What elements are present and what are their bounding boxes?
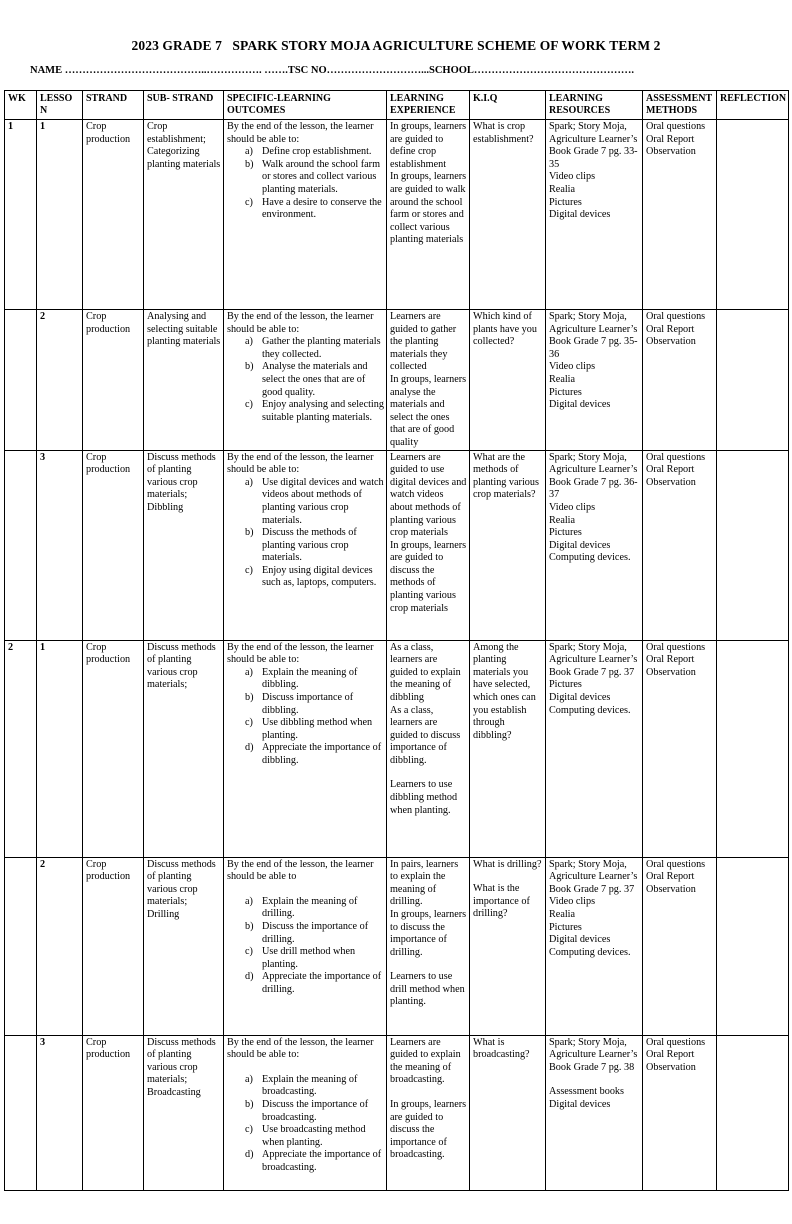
kiq-cell: [470, 1035, 546, 1190]
outcomes-list: [227, 896, 384, 997]
spacer: [227, 1062, 384, 1074]
sub-strand-cell: Discuss methods of planting various crop materials;: [144, 640, 224, 857]
outcome-text: Use digital devices and watch videos about methods of planting various crop materials.: [262, 476, 384, 526]
outcome-marker: a): [245, 895, 253, 907]
week-cell: 1: [5, 120, 37, 310]
assessment-item: Oral questions: [646, 641, 706, 653]
outcomes-cell: [224, 640, 387, 857]
outcome-marker: c): [245, 399, 253, 411]
outcome-marker: d): [245, 1149, 254, 1161]
resource-item: Digital devices: [549, 934, 611, 946]
assessment-item: Oral questions: [646, 858, 706, 870]
lesson-cell: 3: [37, 1035, 83, 1190]
col-reflection: REFLECTION: [717, 91, 789, 120]
resource-item: Pictures: [549, 386, 582, 398]
week-cell: 2: [5, 640, 37, 857]
assessment-item: Oral Report: [646, 323, 695, 335]
sub-strand-cell: Discuss methods of planting various crop materials; Drilling: [144, 857, 224, 1035]
outcome-marker: b): [245, 691, 254, 703]
assessment-item: Oral Report: [646, 133, 695, 145]
assessment-item: Observation: [646, 883, 696, 895]
resource-item: Pictures: [549, 921, 582, 933]
assessment-cell: [643, 640, 717, 857]
experience-text: In groups, learners are guided to discuss the importance of broadcasting.: [390, 1098, 467, 1161]
spacer: [390, 767, 467, 779]
resource-item: Pictures: [549, 527, 582, 539]
outcome-marker: c): [245, 717, 253, 729]
resource-item: Digital devices: [549, 1098, 611, 1110]
outcome-marker: b): [245, 527, 254, 539]
experience-cell: [387, 450, 470, 640]
assessment-item: Observation: [646, 1061, 696, 1073]
outcome-item: [227, 667, 384, 692]
outcome-text: Walk around the school farm or stores and collect various planting materials.: [262, 158, 380, 195]
resource-item: Realia: [549, 514, 576, 526]
document-title: 2023 GRADE 7 SPARK STORY MOJA AGRICULTURE SCHEME OF WORK TERM 2: [131, 38, 661, 53]
resource-item: Video clips: [549, 171, 596, 183]
outcome-text: Analyse the materials and select the ones that are of good quality.: [262, 361, 368, 398]
experience-cell: [387, 310, 470, 451]
name-tsc-school-line: NAME …………………………………..……………. …….TSC NO………………………...SCHOOL……………………………………….: [30, 65, 635, 76]
resources-cell: [546, 450, 643, 640]
assessment-item: Oral questions: [646, 1036, 706, 1048]
outcome-text: Discuss the importance of drilling.: [262, 920, 369, 945]
resource-item: Pictures: [549, 679, 582, 691]
assessment-cell: [643, 857, 717, 1035]
experience-text: Learners are guided to use digital devices and watch videos about methods of planting various crop materials: [390, 451, 467, 539]
resource-item: Computing devices.: [549, 946, 631, 958]
outcomes-lead: By the end of the lesson, the learner should be able to: [227, 858, 374, 883]
experience-cell: [387, 857, 470, 1035]
outcome-marker: a): [245, 1073, 253, 1085]
resource-item: Digital devices: [549, 399, 611, 411]
outcome-text: Have a desire to conserve the environment.: [262, 196, 382, 221]
resources-cell: [546, 1035, 643, 1190]
experience-cell: [387, 640, 470, 857]
resource-item: Computing devices.: [549, 552, 631, 564]
outcome-item: [227, 946, 384, 971]
reflection-cell: [717, 310, 789, 451]
outcome-item: [227, 1149, 384, 1174]
outcome-marker: a): [245, 146, 253, 158]
col-wk: WK: [5, 91, 37, 120]
outcome-marker: b): [245, 920, 254, 932]
resource-item: Digital devices: [549, 539, 611, 551]
outcome-marker: c): [245, 564, 253, 576]
outcomes-lead: By the end of the lesson, the learner should be able to:: [227, 311, 374, 335]
week-cell: [5, 1035, 37, 1190]
lesson-cell: 1: [37, 640, 83, 857]
spacer: [549, 1074, 640, 1086]
resource-item: Video clips: [549, 501, 596, 513]
resource-item: Spark; Story Moja, Agriculture Learner’s Book Grade 7 pg. 36-37: [549, 451, 638, 501]
lesson-cell: 1: [37, 120, 83, 310]
kiq-text: Among the planting materials you have selected, which ones can you establish through dibbling?: [473, 641, 536, 741]
kiq-text: What is drilling?: [473, 858, 542, 870]
outcomes-lead: By the end of the lesson, the learner should be able to:: [227, 121, 374, 145]
outcome-text: Enjoy using digital devices such as, laptops, computers.: [262, 564, 377, 589]
kiq-text: Which kind of plants have you collected?: [473, 311, 537, 348]
reflection-cell: [717, 857, 789, 1035]
outcome-marker: a): [245, 476, 253, 488]
outcomes-cell: [224, 1035, 387, 1190]
resource-item: Spark; Story Moja, Agriculture Learner’s Book Grade 7 pg. 38: [549, 1036, 638, 1073]
resource-item: Spark; Story Moja, Agriculture Learner’s Book Grade 7 pg. 33-35: [549, 121, 638, 170]
reflection-cell: [717, 120, 789, 310]
resource-item: Digital devices: [549, 691, 611, 703]
sub-strand-cell: Discuss methods of planting various crop materials; Dibbling: [144, 450, 224, 640]
experience-cell: [387, 1035, 470, 1190]
kiq-cell: [470, 450, 546, 640]
outcome-marker: a): [245, 666, 253, 678]
resources-cell: [546, 120, 643, 310]
outcome-marker: d): [245, 742, 254, 754]
spacer: [227, 884, 384, 896]
experience-text: Learners are guided to explain the meaning of broadcasting.: [390, 1036, 461, 1086]
outcome-item: [227, 336, 384, 361]
assessment-item: Oral questions: [646, 311, 706, 322]
resource-item: Realia: [549, 908, 576, 920]
outcomes-cell: [224, 120, 387, 310]
col-strand: STRAND: [83, 91, 144, 120]
outcome-text: Gather the planting materials they collected.: [262, 336, 381, 360]
outcome-item: [227, 527, 384, 565]
outcome-item: [227, 146, 384, 159]
strand-cell: Crop production: [83, 857, 144, 1035]
outcomes-lead: By the end of the lesson, the learner should be able to:: [227, 451, 374, 476]
resources-cell: [546, 857, 643, 1035]
experience-text: In pairs, learners to explain the meaning of drilling.: [390, 858, 459, 908]
outcomes-cell: [224, 857, 387, 1035]
assessment-item: Observation: [646, 666, 696, 678]
resource-item: Spark; Story Moja, Agriculture Learner’s Book Grade 7 pg. 37: [549, 858, 638, 895]
outcome-marker: b): [245, 158, 254, 170]
experience-text: Learners are guided to gather the planting materials they collected: [390, 311, 457, 373]
kiq-cell: [470, 310, 546, 451]
kiq-text: What are the methods of planting various crop materials?: [473, 451, 539, 501]
outcome-item: [227, 1074, 384, 1099]
experience-text: In groups, learners analyse the materials and select the ones that are of good quality: [390, 373, 467, 448]
outcome-item: [227, 197, 384, 222]
reflection-cell: [717, 640, 789, 857]
outcome-text: Explain the meaning of dibbling.: [262, 666, 358, 691]
experience-text: In groups, learners to discuss the importance of drilling.: [390, 908, 467, 958]
spacer: [390, 959, 467, 971]
kiq-text: What is broadcasting?: [473, 1036, 530, 1061]
week-cell: [5, 857, 37, 1035]
outcome-item: [227, 1099, 384, 1124]
sub-strand-cell: Crop establishment; Categorizing planting materials: [144, 120, 224, 310]
outcome-item: [227, 361, 384, 399]
col-experience: LEARNING EXPERIENCE: [387, 91, 470, 120]
experience-text: As a class, learners are guided to discuss importance of dibbling.: [390, 704, 461, 766]
outcome-item: [227, 692, 384, 717]
kiq-cell: [470, 640, 546, 857]
col-resources: LEARNING RESOURCES: [546, 91, 643, 120]
outcome-text: Enjoy analysing and selecting suitable planting materials.: [262, 399, 384, 423]
outcome-text: Explain the meaning of drilling.: [262, 895, 358, 920]
kiq-text: What is crop establishment?: [473, 121, 534, 145]
col-outcomes: SPECIFIC-LEARNING OUTCOMES: [224, 91, 387, 120]
col-lesson: LESSO N: [37, 91, 83, 120]
resources-cell: [546, 310, 643, 451]
assessment-cell: [643, 120, 717, 310]
outcome-marker: c): [245, 196, 253, 208]
outcome-item: [227, 399, 384, 424]
outcomes-cell: [224, 310, 387, 451]
outcome-text: Use drill method when planting.: [262, 946, 356, 970]
outcome-text: Discuss importance of dibbling.: [262, 691, 354, 716]
outcomes-list: [227, 1074, 384, 1175]
outcome-marker: c): [245, 1124, 253, 1136]
assessment-item: Oral questions: [646, 451, 706, 463]
resources-cell: [546, 640, 643, 857]
resource-item: Video clips: [549, 361, 596, 373]
outcome-text: Use broadcasting method when planting.: [262, 1124, 366, 1148]
resource-item: Digital devices: [549, 209, 611, 221]
table-row: [5, 640, 789, 857]
outcome-marker: a): [245, 336, 253, 348]
outcome-item: [227, 971, 384, 996]
outcomes-cell: [224, 450, 387, 640]
experience-text: As a class, learners are guided to explain the meaning of dibbling: [390, 641, 461, 703]
outcome-item: [227, 717, 384, 742]
spacer: [390, 1087, 467, 1099]
col-sub-strand: SUB- STRAND: [144, 91, 224, 120]
outcome-marker: c): [245, 946, 253, 958]
sub-strand-cell: Analysing and selecting suitable planting materials: [144, 310, 224, 451]
outcome-text: Discuss the importance of broadcasting.: [262, 1098, 369, 1123]
outcome-item: [227, 159, 384, 197]
outcome-marker: b): [245, 361, 254, 373]
resource-item: Realia: [549, 183, 576, 195]
reflection-cell: [717, 450, 789, 640]
outcome-marker: d): [245, 971, 254, 983]
resource-item: Realia: [549, 373, 576, 385]
resource-item: Computing devices.: [549, 704, 631, 716]
outcome-item: [227, 477, 384, 527]
outcome-text: Appreciate the importance of broadcasting.: [262, 1149, 382, 1173]
outcomes-lead: By the end of the lesson, the learner should be able to:: [227, 1036, 374, 1061]
kiq-cell: [470, 120, 546, 310]
strand-cell: Crop production: [83, 1035, 144, 1190]
experience-cell: [387, 120, 470, 310]
outcomes-list: [227, 477, 384, 590]
outcome-text: Discuss the methods of planting various crop materials.: [262, 527, 357, 564]
assessment-item: Observation: [646, 146, 696, 158]
outcome-item: [227, 1124, 384, 1149]
assessment-cell: [643, 310, 717, 451]
outcome-item: [227, 565, 384, 590]
outcome-marker: b): [245, 1098, 254, 1110]
assessment-item: Oral Report: [646, 464, 695, 476]
resource-item: Spark; Story Moja, Agriculture Learner’s Book Grade 7 pg. 37: [549, 641, 638, 678]
outcome-item: [227, 896, 384, 921]
outcome-item: [227, 742, 384, 767]
outcome-item: [227, 921, 384, 946]
col-kiq: K.I.Q: [470, 91, 546, 120]
outcomes-lead: By the end of the lesson, the learner should be able to:: [227, 641, 374, 666]
outcome-text: Define crop establishment.: [262, 146, 372, 158]
resource-item: Video clips: [549, 896, 596, 908]
assessment-cell: [643, 1035, 717, 1190]
outcome-text: Appreciate the importance of dibbling.: [262, 742, 382, 766]
assessment-cell: [643, 450, 717, 640]
outcome-text: Explain the meaning of broadcasting.: [262, 1073, 358, 1098]
table-row: [5, 310, 789, 451]
assessment-item: Oral Report: [646, 654, 695, 666]
resource-item: Pictures: [549, 196, 582, 208]
outcome-text: Appreciate the importance of drilling.: [262, 971, 382, 995]
experience-text: Learners to use drill method when planting.: [390, 971, 465, 1008]
sub-strand-cell: Discuss methods of planting various crop materials; Broadcasting: [144, 1035, 224, 1190]
outcome-text: Use dibbling method when planting.: [262, 717, 373, 741]
assessment-item: Oral questions: [646, 121, 706, 132]
col-assessment: ASSESSMENT METHODS: [643, 91, 717, 120]
table-row: [5, 120, 789, 310]
resource-item: Spark; Story Moja, Agriculture Learner’s Book Grade 7 pg. 35-36: [549, 311, 638, 360]
kiq-cell: [470, 857, 546, 1035]
scheme-table: [4, 90, 789, 1191]
outcomes-list: [227, 667, 384, 768]
spacer: [473, 871, 543, 883]
strand-cell: Crop production: [83, 310, 144, 451]
strand-cell: Crop production: [83, 450, 144, 640]
outcomes-list: [227, 336, 384, 424]
lesson-cell: 2: [37, 310, 83, 451]
lesson-cell: 2: [37, 857, 83, 1035]
kiq-text: What is the importance of drilling?: [473, 883, 530, 920]
experience-text: Learners to use dibbling method when planting.: [390, 779, 458, 816]
table-row: [5, 1035, 789, 1190]
week-cell: [5, 450, 37, 640]
experience-text: In groups, learners are guided to walk around the school farm or stores and collect various planting materials: [390, 171, 467, 246]
experience-text: In groups, learners are guided to define crop establishment: [390, 121, 467, 170]
assessment-item: Oral Report: [646, 871, 695, 883]
assessment-item: Observation: [646, 476, 696, 488]
reflection-cell: [717, 1035, 789, 1190]
strand-cell: Crop production: [83, 120, 144, 310]
outcomes-list: [227, 146, 384, 222]
week-cell: [5, 310, 37, 451]
assessment-item: Oral Report: [646, 1049, 695, 1061]
lesson-cell: 3: [37, 450, 83, 640]
table-row: [5, 857, 789, 1035]
experience-text: In groups, learners are guided to discuss the methods of planting various crop materials: [390, 539, 467, 614]
resource-item: Assessment books: [549, 1086, 624, 1098]
strand-cell: Crop production: [83, 640, 144, 857]
table-row: [5, 450, 789, 640]
header-row: [5, 91, 789, 120]
assessment-item: Observation: [646, 336, 696, 348]
